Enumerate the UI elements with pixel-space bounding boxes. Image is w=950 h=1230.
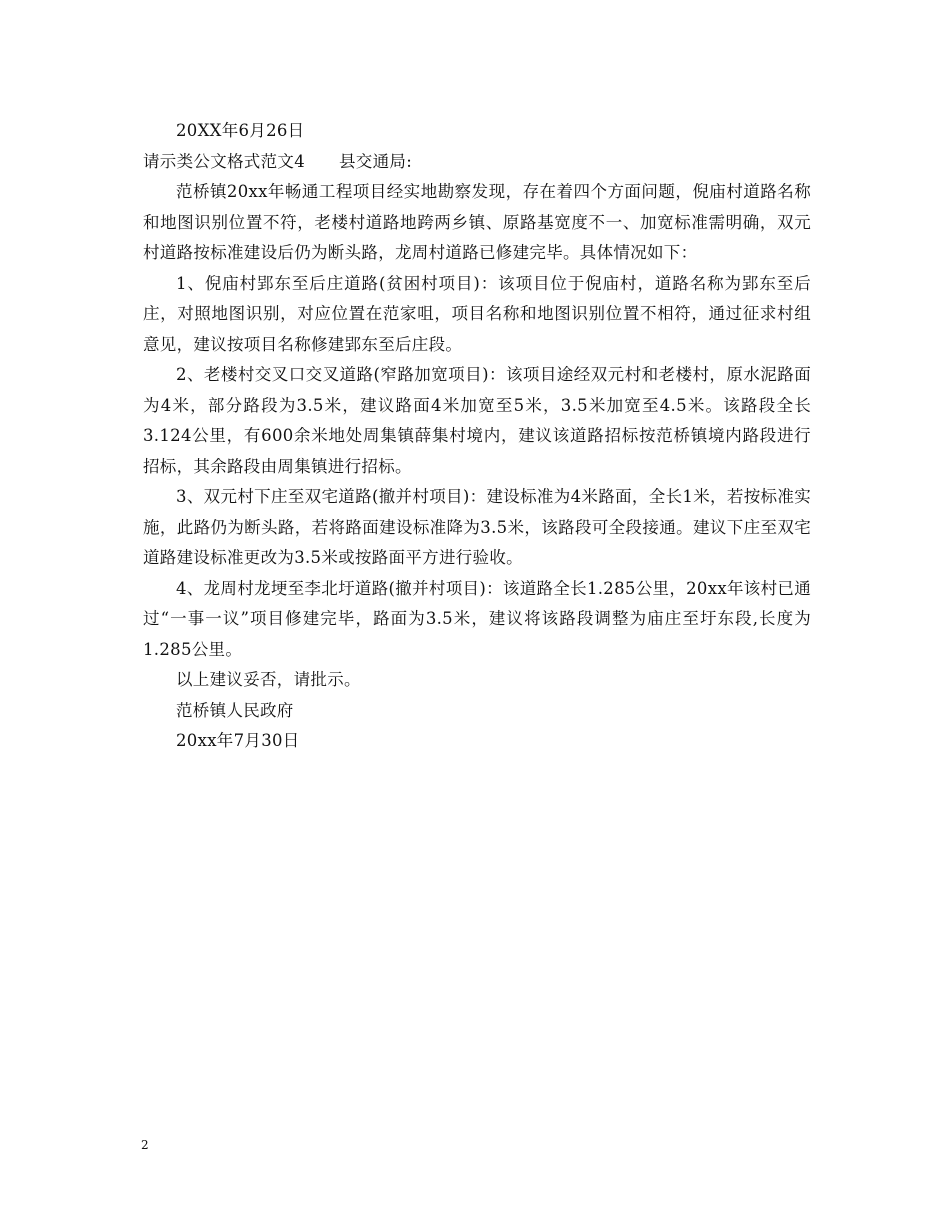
- heading-line: [143, 147, 811, 178]
- item-1-paragraph: 1、倪庙村郢东至后庄道路(贫困村项目)：该项目位于倪庙村，道路名称为郢东至后庄，对照地图识别，对应位置在范家咀，项目名称和地图识别位置不相符，通过征求村组意见，建议按项目名称修建郢东至后庄段。: [143, 273, 811, 354]
- closing-line: 以上建议妥否，请批示。: [176, 670, 361, 689]
- document-body: [143, 116, 811, 757]
- item-2-paragraph: 2、老楼村交叉口交叉道路(窄路加宽项目)：该项目途经双元村和老楼村，原水泥路面为4米，部分路段为3.5米，建议路面4米加宽至5米，3.5米加宽至4.5米。该路段全长3.124公里，有600余米地处周集镇薛集村境内，建议该道路招标按范桥镇境内路段进行招标，其余路段由周集镇进行招标。: [143, 365, 811, 476]
- date-top: 20XX年6月26日: [176, 121, 305, 140]
- recipient: 县交通局:: [339, 151, 413, 171]
- item-4-paragraph: 4、龙周村龙埂至李北圩道路(撤并村项目)：该道路全长1.285公里，20xx年该村已通过“一事一议”项目修建完毕，路面为3.5米，建议将该路段调整为庙庄至圩东段,长度为1.285公里。: [143, 578, 811, 659]
- signature: 范桥镇人民政府: [176, 700, 294, 720]
- date-bottom: 20xx年7月30日: [176, 731, 300, 750]
- item-3-paragraph: 3、双元村下庄至双宅道路(撤并村项目)：建设标准为4米路面，全长1米，若按标准实施，此路仍为断头路，若将路面建设标准降为3.5米，该路段可全段接通。建议下庄至双宅道路建设标准更改为3.5米或按路面平方进行验收。: [143, 487, 811, 567]
- page-number: 2: [141, 1138, 149, 1152]
- intro-paragraph: 范桥镇20xx年畅通工程项目经实地勘察发现，存在着四个方面问题，倪庙村道路名称和地图识别位置不符，老楼村道路地跨两乡镇、原路基宽度不一、加宽标准需明确，双元村道路按标准建设后仍为断头路，龙周村道路已修建完毕。具体情况如下：: [143, 182, 811, 262]
- document-title: 请示类公文格式范文4: [143, 151, 305, 171]
